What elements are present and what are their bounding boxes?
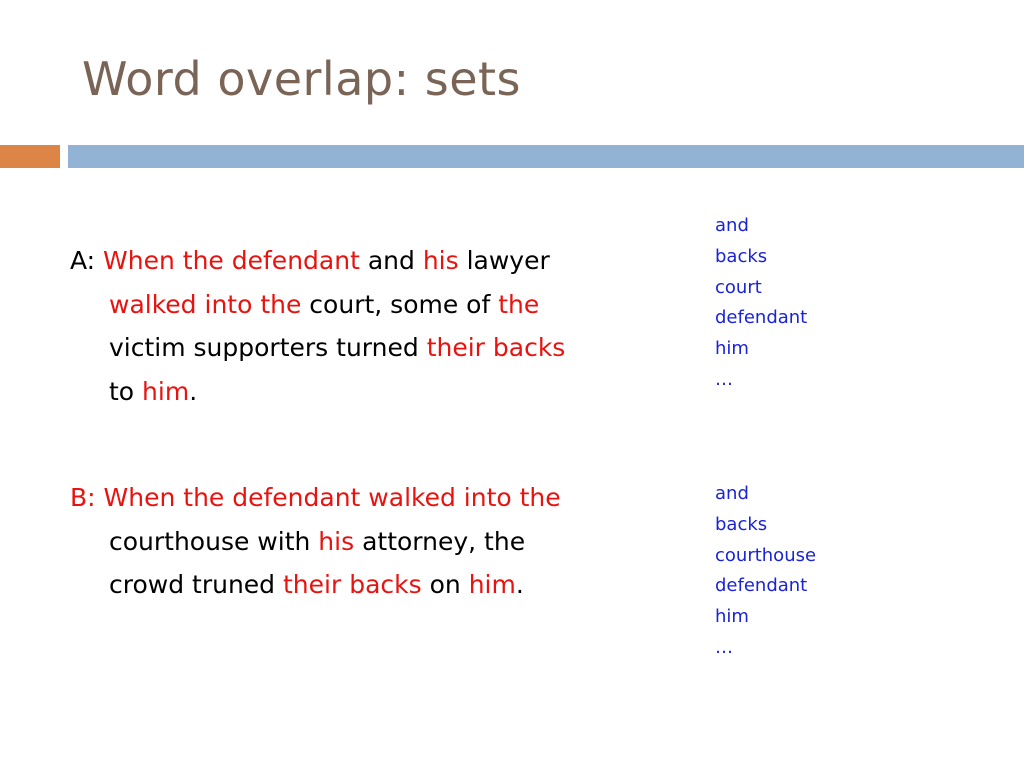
sentence-b bbox=[70, 476, 590, 607]
sentence-a-segment: him bbox=[142, 376, 190, 406]
sentence-a bbox=[70, 239, 590, 413]
sentence-b-segment: attorney, the crowd truned bbox=[109, 526, 526, 599]
sentence-a-segment: their backs bbox=[426, 333, 566, 362]
set-word: courthouse bbox=[715, 544, 817, 566]
sentence-b-segment: their backs bbox=[283, 570, 422, 599]
set-word: court bbox=[715, 276, 762, 298]
set-word: defendant bbox=[715, 575, 808, 597]
sentence-a-segment: court, some of bbox=[301, 289, 499, 319]
set-word: and bbox=[715, 215, 749, 236]
sentence-a-segment: When the defendant bbox=[103, 246, 360, 275]
sentence-a-segment: victim supporters turned bbox=[109, 333, 427, 362]
set-word: backs bbox=[715, 245, 768, 267]
sentence-b-segment: on bbox=[421, 570, 469, 599]
sentence-a-segment: to bbox=[109, 376, 143, 406]
sentence-b-segment: him bbox=[468, 570, 516, 599]
sentence-a-segment: and bbox=[359, 246, 423, 275]
accent-bar-blue bbox=[68, 145, 1024, 168]
sentence-b-segment: . bbox=[515, 570, 524, 599]
set-word: … bbox=[715, 368, 733, 390]
sentence-a-segment: walked into the bbox=[109, 289, 302, 319]
set-word: backs bbox=[715, 513, 768, 535]
set-word: him bbox=[715, 338, 749, 360]
sentence-a-segment: lawyer bbox=[458, 246, 550, 275]
word-set-a bbox=[715, 211, 807, 396]
sentence-a-segment: the bbox=[498, 289, 540, 319]
word-set-b bbox=[715, 479, 816, 664]
set-word: defendant bbox=[715, 307, 808, 329]
accent-bar-orange bbox=[0, 145, 60, 168]
sentence-b-label: B: bbox=[70, 483, 104, 512]
sentence-b-segment: his bbox=[318, 526, 355, 556]
set-word: … bbox=[715, 636, 733, 658]
sentence-a-label: A: bbox=[70, 246, 104, 275]
set-word: and bbox=[715, 483, 749, 504]
slide-title: Word overlap: sets bbox=[82, 52, 521, 106]
sentence-a-segment: his bbox=[422, 246, 459, 275]
sentence-a-segment: . bbox=[189, 376, 198, 406]
set-word: him bbox=[715, 606, 749, 628]
sentence-b-segment: courthouse with bbox=[109, 526, 319, 556]
sentence-b-segment: When the defendant walked into the bbox=[103, 483, 561, 512]
